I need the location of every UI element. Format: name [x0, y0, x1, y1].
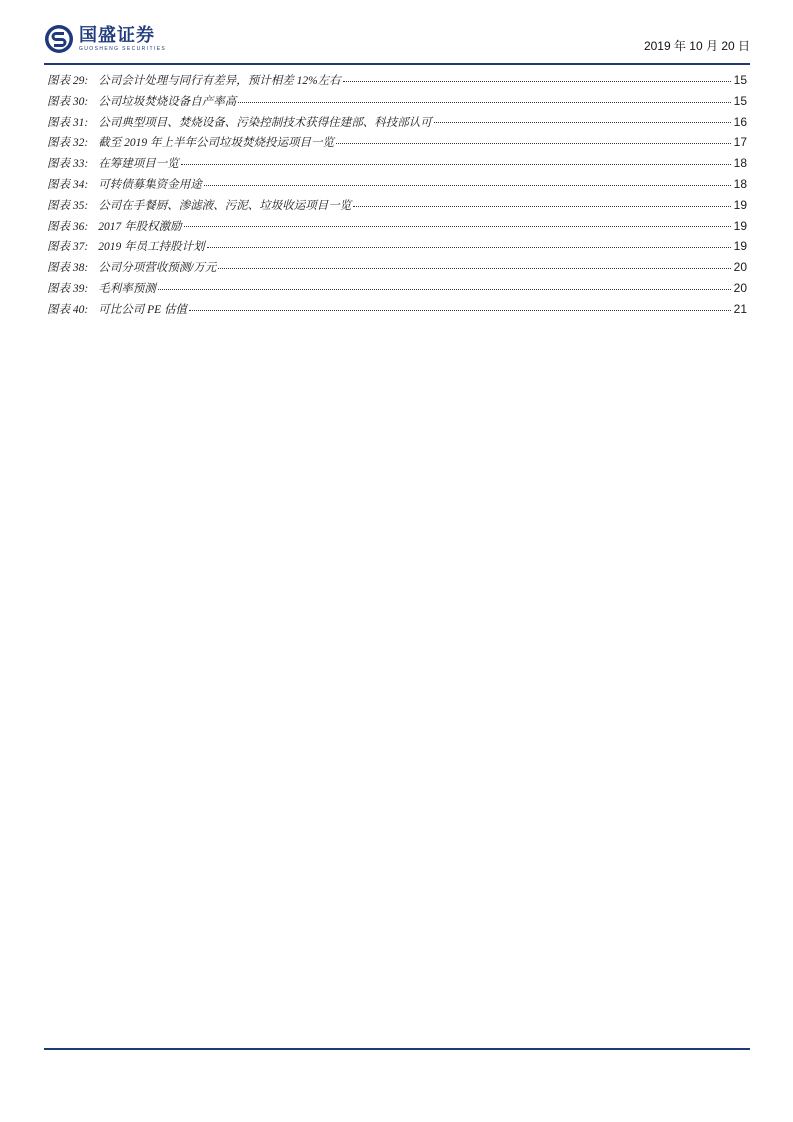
- toc-dot-leader: [189, 310, 731, 311]
- toc-entry-label: 图表 29:: [47, 75, 89, 87]
- toc-entry[interactable]: [47, 278, 747, 299]
- toc-entry-page-number: 20: [733, 280, 747, 295]
- toc-entry[interactable]: [47, 195, 747, 216]
- toc-entry-title: 公司分项营收预测/万元: [98, 262, 217, 275]
- toc-entry-page-number: 15: [733, 73, 747, 87]
- toc-entry-page-number: 19: [733, 218, 747, 233]
- toc-entry-title: 2019 年员工持股计划: [98, 241, 205, 254]
- toc-entry-label: 图表 39:: [47, 282, 89, 295]
- toc-entry-page-number: 16: [733, 114, 747, 129]
- report-date: 2019 年 10 月 20 日: [643, 39, 750, 53]
- toc-entry-label: 图表 33:: [47, 158, 89, 171]
- toc-dot-leader: [343, 81, 731, 82]
- toc-entry[interactable]: [47, 153, 747, 174]
- toc-entry-page-number: 19: [733, 239, 747, 254]
- toc-dot-leader: [353, 206, 730, 207]
- toc-entry-label: 图表 35:: [47, 199, 89, 212]
- toc-entry[interactable]: [47, 132, 747, 153]
- toc-dot-leader: [218, 268, 730, 269]
- toc-entry[interactable]: [47, 174, 747, 195]
- toc-entry-title: 可比公司 PE 估值: [98, 303, 188, 316]
- toc-dot-leader: [207, 247, 731, 248]
- guosheng-logo-icon: [44, 24, 74, 54]
- toc-dot-leader: [204, 185, 731, 186]
- company-logo: [44, 24, 166, 54]
- toc-entry[interactable]: [47, 112, 747, 133]
- toc-entry-label: 图表 37:: [47, 241, 89, 254]
- toc-entry-title: 公司会计处理与同行有差异，预计相差 12%左右: [98, 75, 341, 87]
- toc-entry[interactable]: [47, 216, 747, 237]
- toc-entry[interactable]: [47, 299, 747, 320]
- toc-dot-leader: [238, 102, 730, 103]
- toc-entry-label: 图表 40:: [47, 303, 89, 316]
- toc-entry[interactable]: [47, 236, 747, 257]
- toc-entry[interactable]: [47, 257, 747, 278]
- toc-entry-label: 图表 31:: [47, 116, 89, 129]
- toc-entry[interactable]: [47, 70, 747, 91]
- toc-entry-page-number: 21: [733, 301, 747, 316]
- toc-dot-leader: [336, 143, 731, 144]
- toc-entry[interactable]: [47, 91, 747, 112]
- page-header: [44, 20, 750, 66]
- toc-entry-label: 图表 36:: [47, 220, 89, 233]
- toc-entry-title: 2017 年股权激励: [98, 220, 182, 233]
- toc-dot-leader: [181, 164, 731, 165]
- toc-entry-title: 可转债募集资金用途: [98, 178, 202, 191]
- toc-entry-page-number: 20: [733, 260, 747, 275]
- toc-entry-title: 截至 2019 年上半年公司垃圾焚烧投运项目一览: [98, 137, 334, 150]
- toc-entry-page-number: 18: [733, 176, 747, 191]
- toc-dot-leader: [434, 122, 731, 123]
- toc-entry-title: 公司典型项目、焚烧设备、污染控制技术获得住建部、科技部认可: [98, 116, 432, 129]
- toc-entry-title: 在筹建项目一览: [98, 158, 179, 171]
- toc-entry-page-number: 17: [733, 135, 747, 150]
- toc-dot-leader: [184, 226, 731, 227]
- toc-entry-label: 图表 32:: [47, 137, 89, 150]
- company-name-cn: 国盛证券: [79, 24, 155, 46]
- toc-entry-page-number: 18: [733, 156, 747, 171]
- toc-entry-title: 公司垃圾焚烧设备自产率高: [98, 95, 237, 108]
- toc-entry-title: 毛利率预测: [98, 282, 156, 295]
- footer-divider: [44, 1048, 750, 1050]
- header-divider: [44, 63, 750, 65]
- toc-entry-page-number: 15: [733, 93, 747, 108]
- figure-index-list: [47, 70, 747, 320]
- toc-entry-label: 图表 38:: [47, 262, 89, 275]
- company-name-en: GUOSHENG SECURITIES: [79, 45, 167, 52]
- toc-dot-leader: [158, 289, 731, 290]
- toc-entry-page-number: 19: [733, 197, 747, 212]
- toc-entry-title: 公司在手餐厨、渗滤液、污泥、垃圾收运项目一览: [98, 199, 352, 212]
- toc-entry-label: 图表 30:: [47, 95, 89, 108]
- toc-entry-label: 图表 34:: [47, 178, 89, 191]
